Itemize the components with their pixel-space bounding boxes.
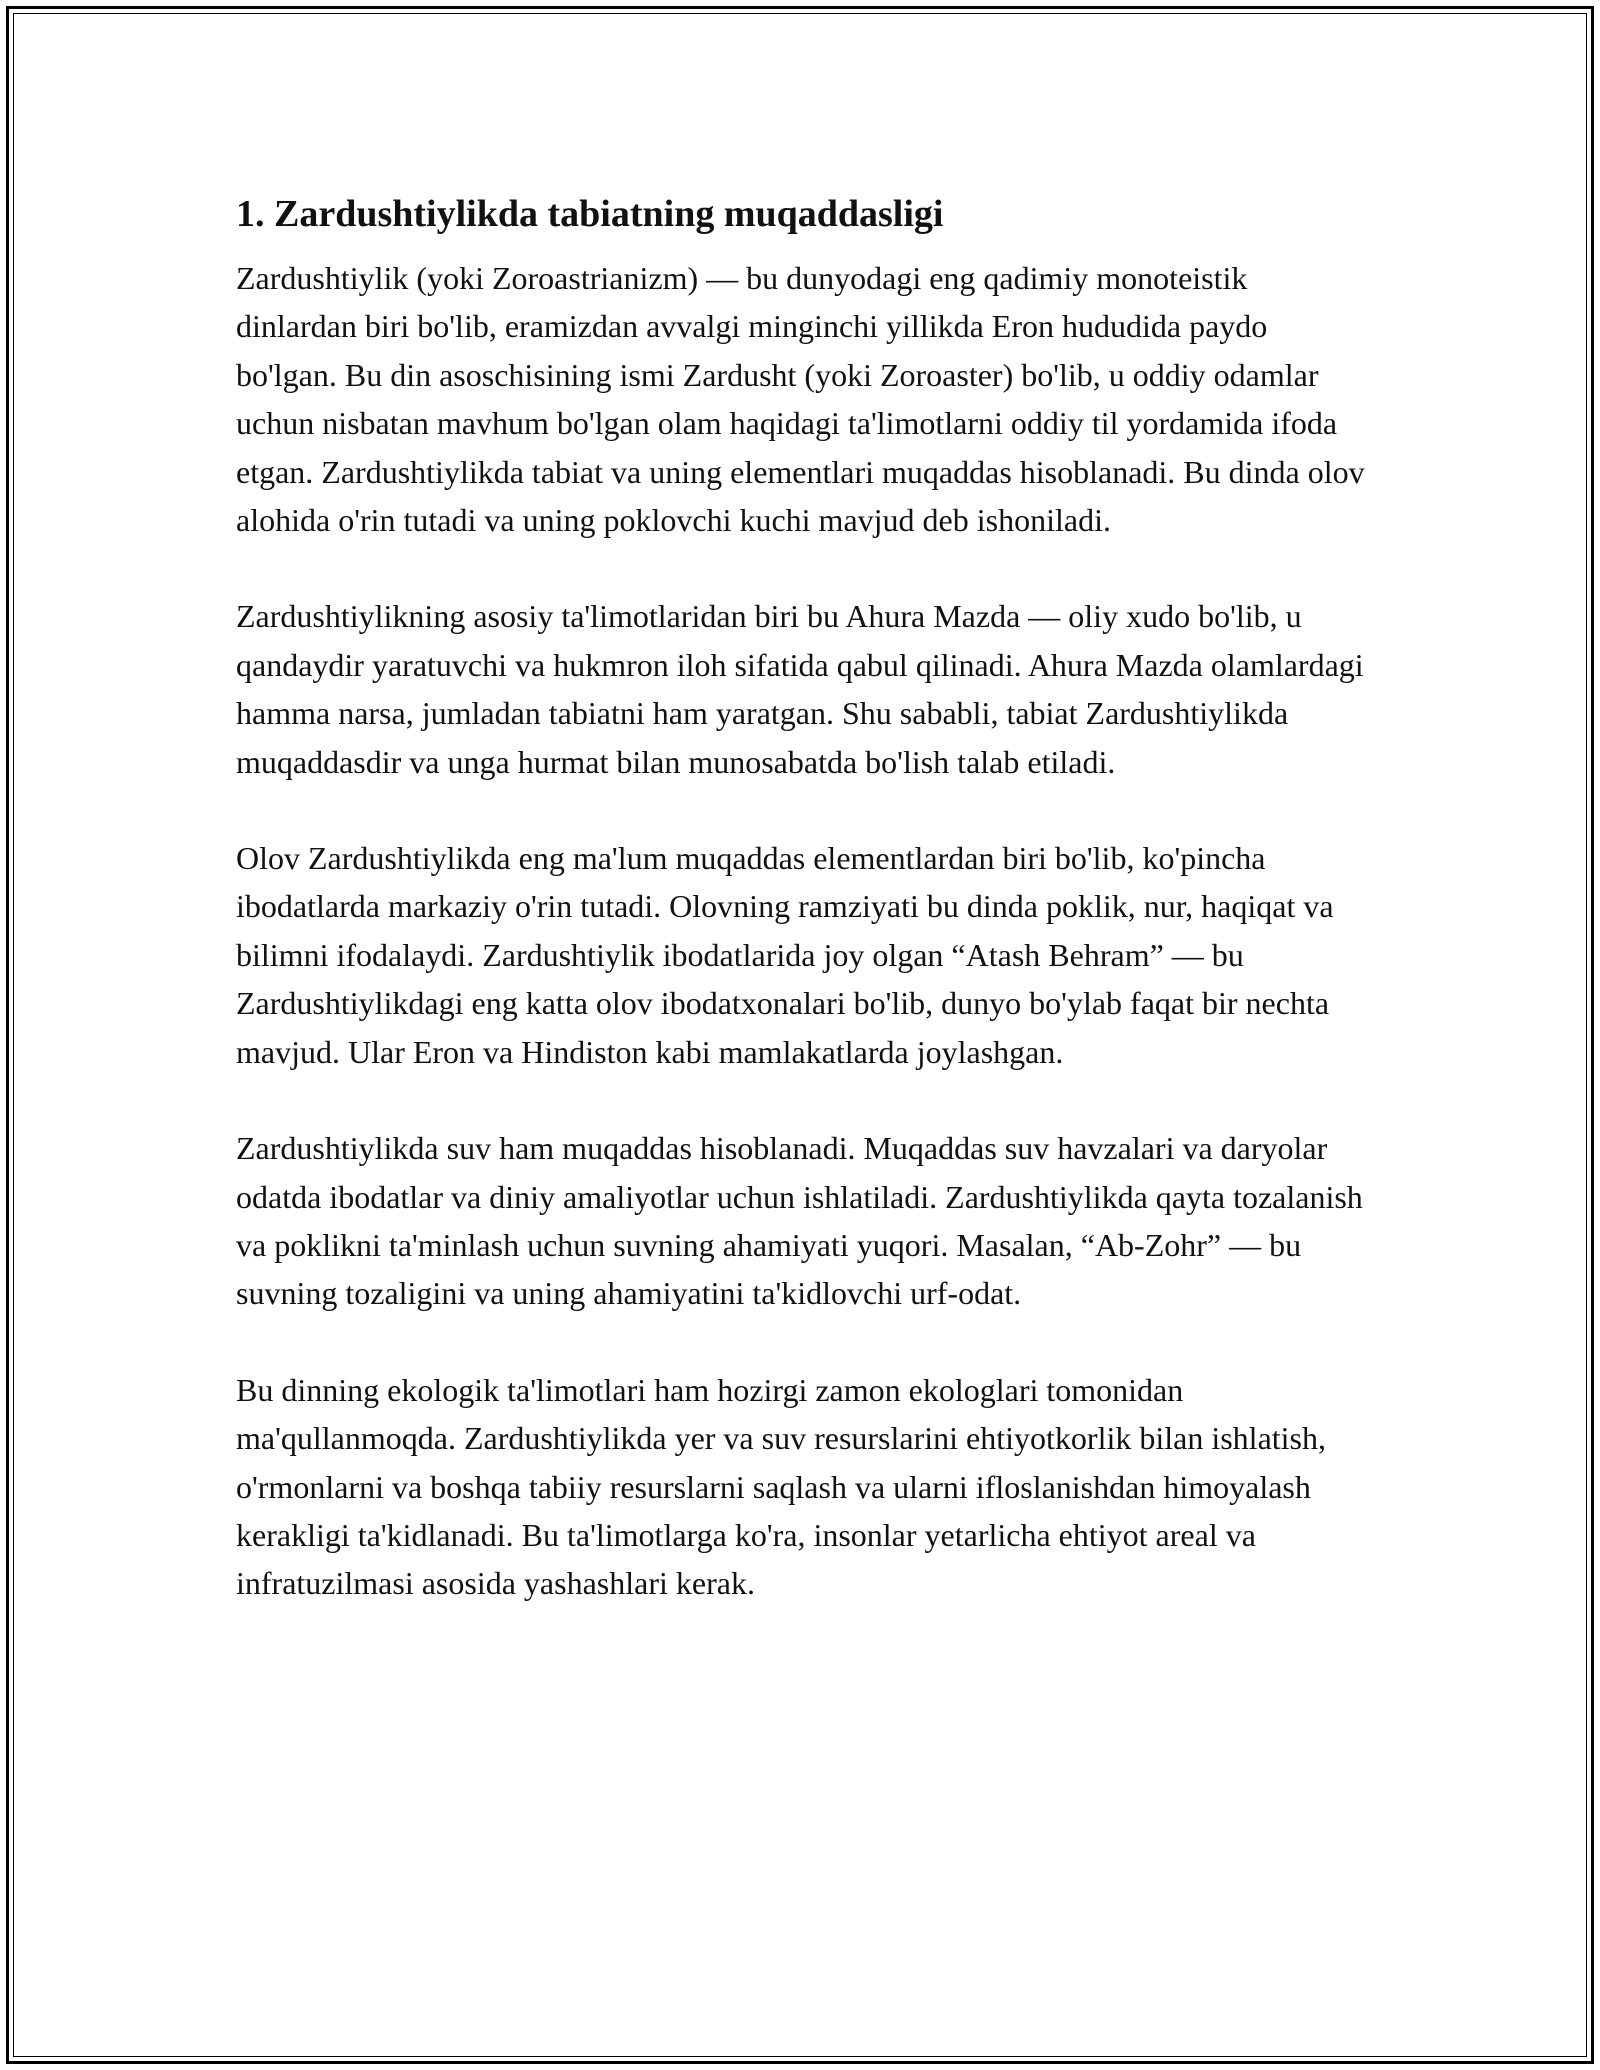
paragraph-3: Olov Zardushtiylikda eng ma'lum muqaddas elementlardan biri bo'lib, ko'pincha ibodatlarda markaziy o'rin tutadi. Olovning ramziyati bu dinda poklik, nur, haqiqat va bilimni ifodalaydi. Zardushtiylik ibodatlarida joy olgan “Atash Behram” — bu Zardushtiylikdagi eng katta olov ibodatxonalari bo'lib, dunyo bo'ylab faqat bir nechta mavjud. Ular Eron va Hindiston kabi mamlakatlarda joylashgan.: [236, 840, 1334, 1070]
paragraph-4: Zardushtiylikda suv ham muqaddas hisoblanadi. Muqaddas suv havzalari va daryolar odatda ibodatlar va diniy amaliyotlar uchun ishlatiladi. Zardushtiylikda qayta tozalanish va poklikni ta'minlash uchun suvning ahamiyati yuqori. Masalan, “Ab-Zohr” — bu suvning tozaligini va uning ahamiyatini ta'kidlovchi urf-odat.: [236, 1130, 1363, 1312]
paragraph-2: Zardushtiylikning asosiy ta'limotlaridan biri bu Ahura Mazda — oliy xudo bo'lib, u qandaydir yaratuvchi va hukmron iloh sifatida qabul qilinadi. Ahura Mazda olamlardagi hamma narsa, jumladan tabiatni ham yaratgan. Shu sababli, tabiat Zardushtiylikda muqaddasdir va unga hurmat bilan munosabatda bo'lish talab etiladi.: [236, 598, 1364, 780]
paragraph-5: Bu dinning ekologik ta'limotlari ham hozirgi zamon ekologlari tomonidan ma'qullanmoqda. Zardushtiylikda yer va suv resurslarini ehtiyotkorlik bilan ishlatish, o'rmonlarni va boshqa tabiiy resurslarni saqlash va ularni ifloslanishdan himoyalash kerakligi ta'kidlanadi. Bu ta'limotlarga ko'ra, insonlar yetarlicha ehtiyot areal va infratuzilmasi asosida yashashlari kerak.: [236, 1371, 1326, 1602]
document-title: 1. Zardushtiylikda tabiatning muqaddasligi: [236, 193, 944, 235]
paragraph-1: Zardushtiylik (yoki Zoroastrianizm) — bu dunyodagi eng qadimiy monoteistik dinlardan biri bo'lib, eramizdan avvalgi minginchi yillikda Eron hududida paydo bo'lgan. Bu din asoschisining ismi Zardusht (yoki Zoroaster) bo'lib, u oddiy odamlar uchun nisbatan mavhum bo'lgan olam haqidagi ta'limotlarni oddiy til yordamida ifoda etgan. Zardushtiylikda tabiat va uning elementlari muqaddas hisoblanadi. Bu dinda olov alohida o'rin tutadi va uning poklovchi kuchi mavjud deb ishoniladi.: [236, 260, 1365, 539]
document-body: [236, 186, 1366, 1656]
